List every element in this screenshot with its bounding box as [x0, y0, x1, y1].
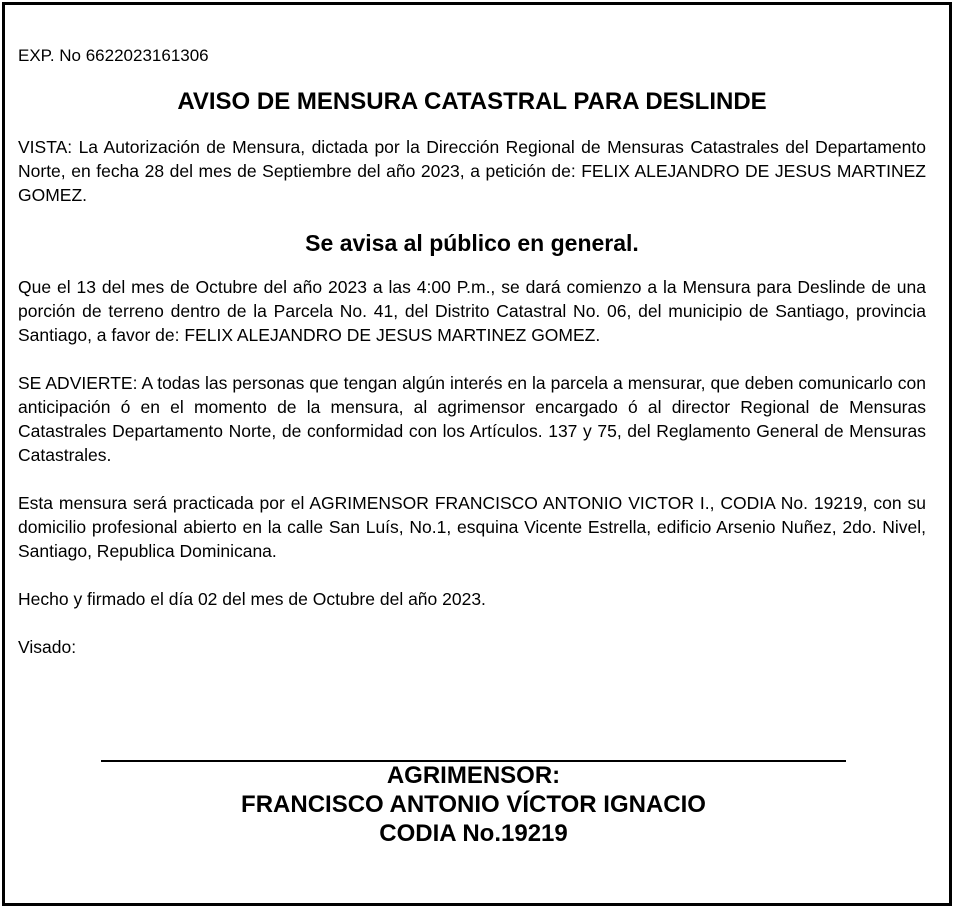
expediente-number: EXP. No 6622023161306	[18, 46, 209, 65]
signature-codia: CODIA No.19219	[379, 820, 568, 847]
signed-date-paragraph: Hecho y firmado el día 02 del mes de Octubre del año 2023.	[18, 589, 486, 609]
vista-paragraph: VISTA: La Autorización de Mensura, dictada por la Dirección Regional de Mensuras Catastrales del Departamento Norte, en fecha 28 del mes de Septiembre del año 2023, a petición de: FELIX ALEJANDRO DE JESUS MARTINEZ GOMEZ.	[18, 137, 926, 205]
survey-date-paragraph: Que el 13 del mes de Octubre del año 2023 a las 4:00 P.m., se dará comienzo a la Mensura para Deslinde de una porción de terreno dentro de la Parcela No. 41, del Distrito Catastral No. 06, del municipio de Santiago, provincia Santiago, a favor de: FELIX ALEJANDRO DE JESUS MARTINEZ GOMEZ.	[18, 277, 926, 345]
signature-block	[101, 761, 846, 848]
signature-role: AGRIMENSOR:	[386, 762, 561, 789]
signature-name: FRANCISCO ANTONIO VÍCTOR IGNACIO	[241, 791, 706, 818]
visado-label: Visado:	[18, 637, 77, 657]
surveyor-paragraph: Esta mensura será practicada por el AGRIMENSOR FRANCISCO ANTONIO VICTOR I., CODIA No. 19219, con su domicilio profesional abierto en la calle San Luís, No.1, esquina Vicente Estrella, edificio Arsenio Nuñez, 2do. Nivel, Santiago, Republica Dominicana.	[18, 493, 926, 561]
public-notice-subtitle: Se avisa al público en general.	[305, 230, 639, 256]
warning-paragraph: SE ADVIERTE: A todas las personas que tengan algún interés en la parcela a mensurar, que deben comunicarlo con anticipación ó en el momento de la mensura, al agrimensor encargado ó al director Regional de Mensuras Catastrales Departamento Norte, de conformidad con los Artículos. 137 y 75, del Reglamento General de Mensuras Catastrales.	[18, 373, 926, 465]
notice-title: AVISO DE MENSURA CATASTRAL PARA DESLINDE	[177, 88, 767, 115]
notice-content	[18, 44, 926, 659]
